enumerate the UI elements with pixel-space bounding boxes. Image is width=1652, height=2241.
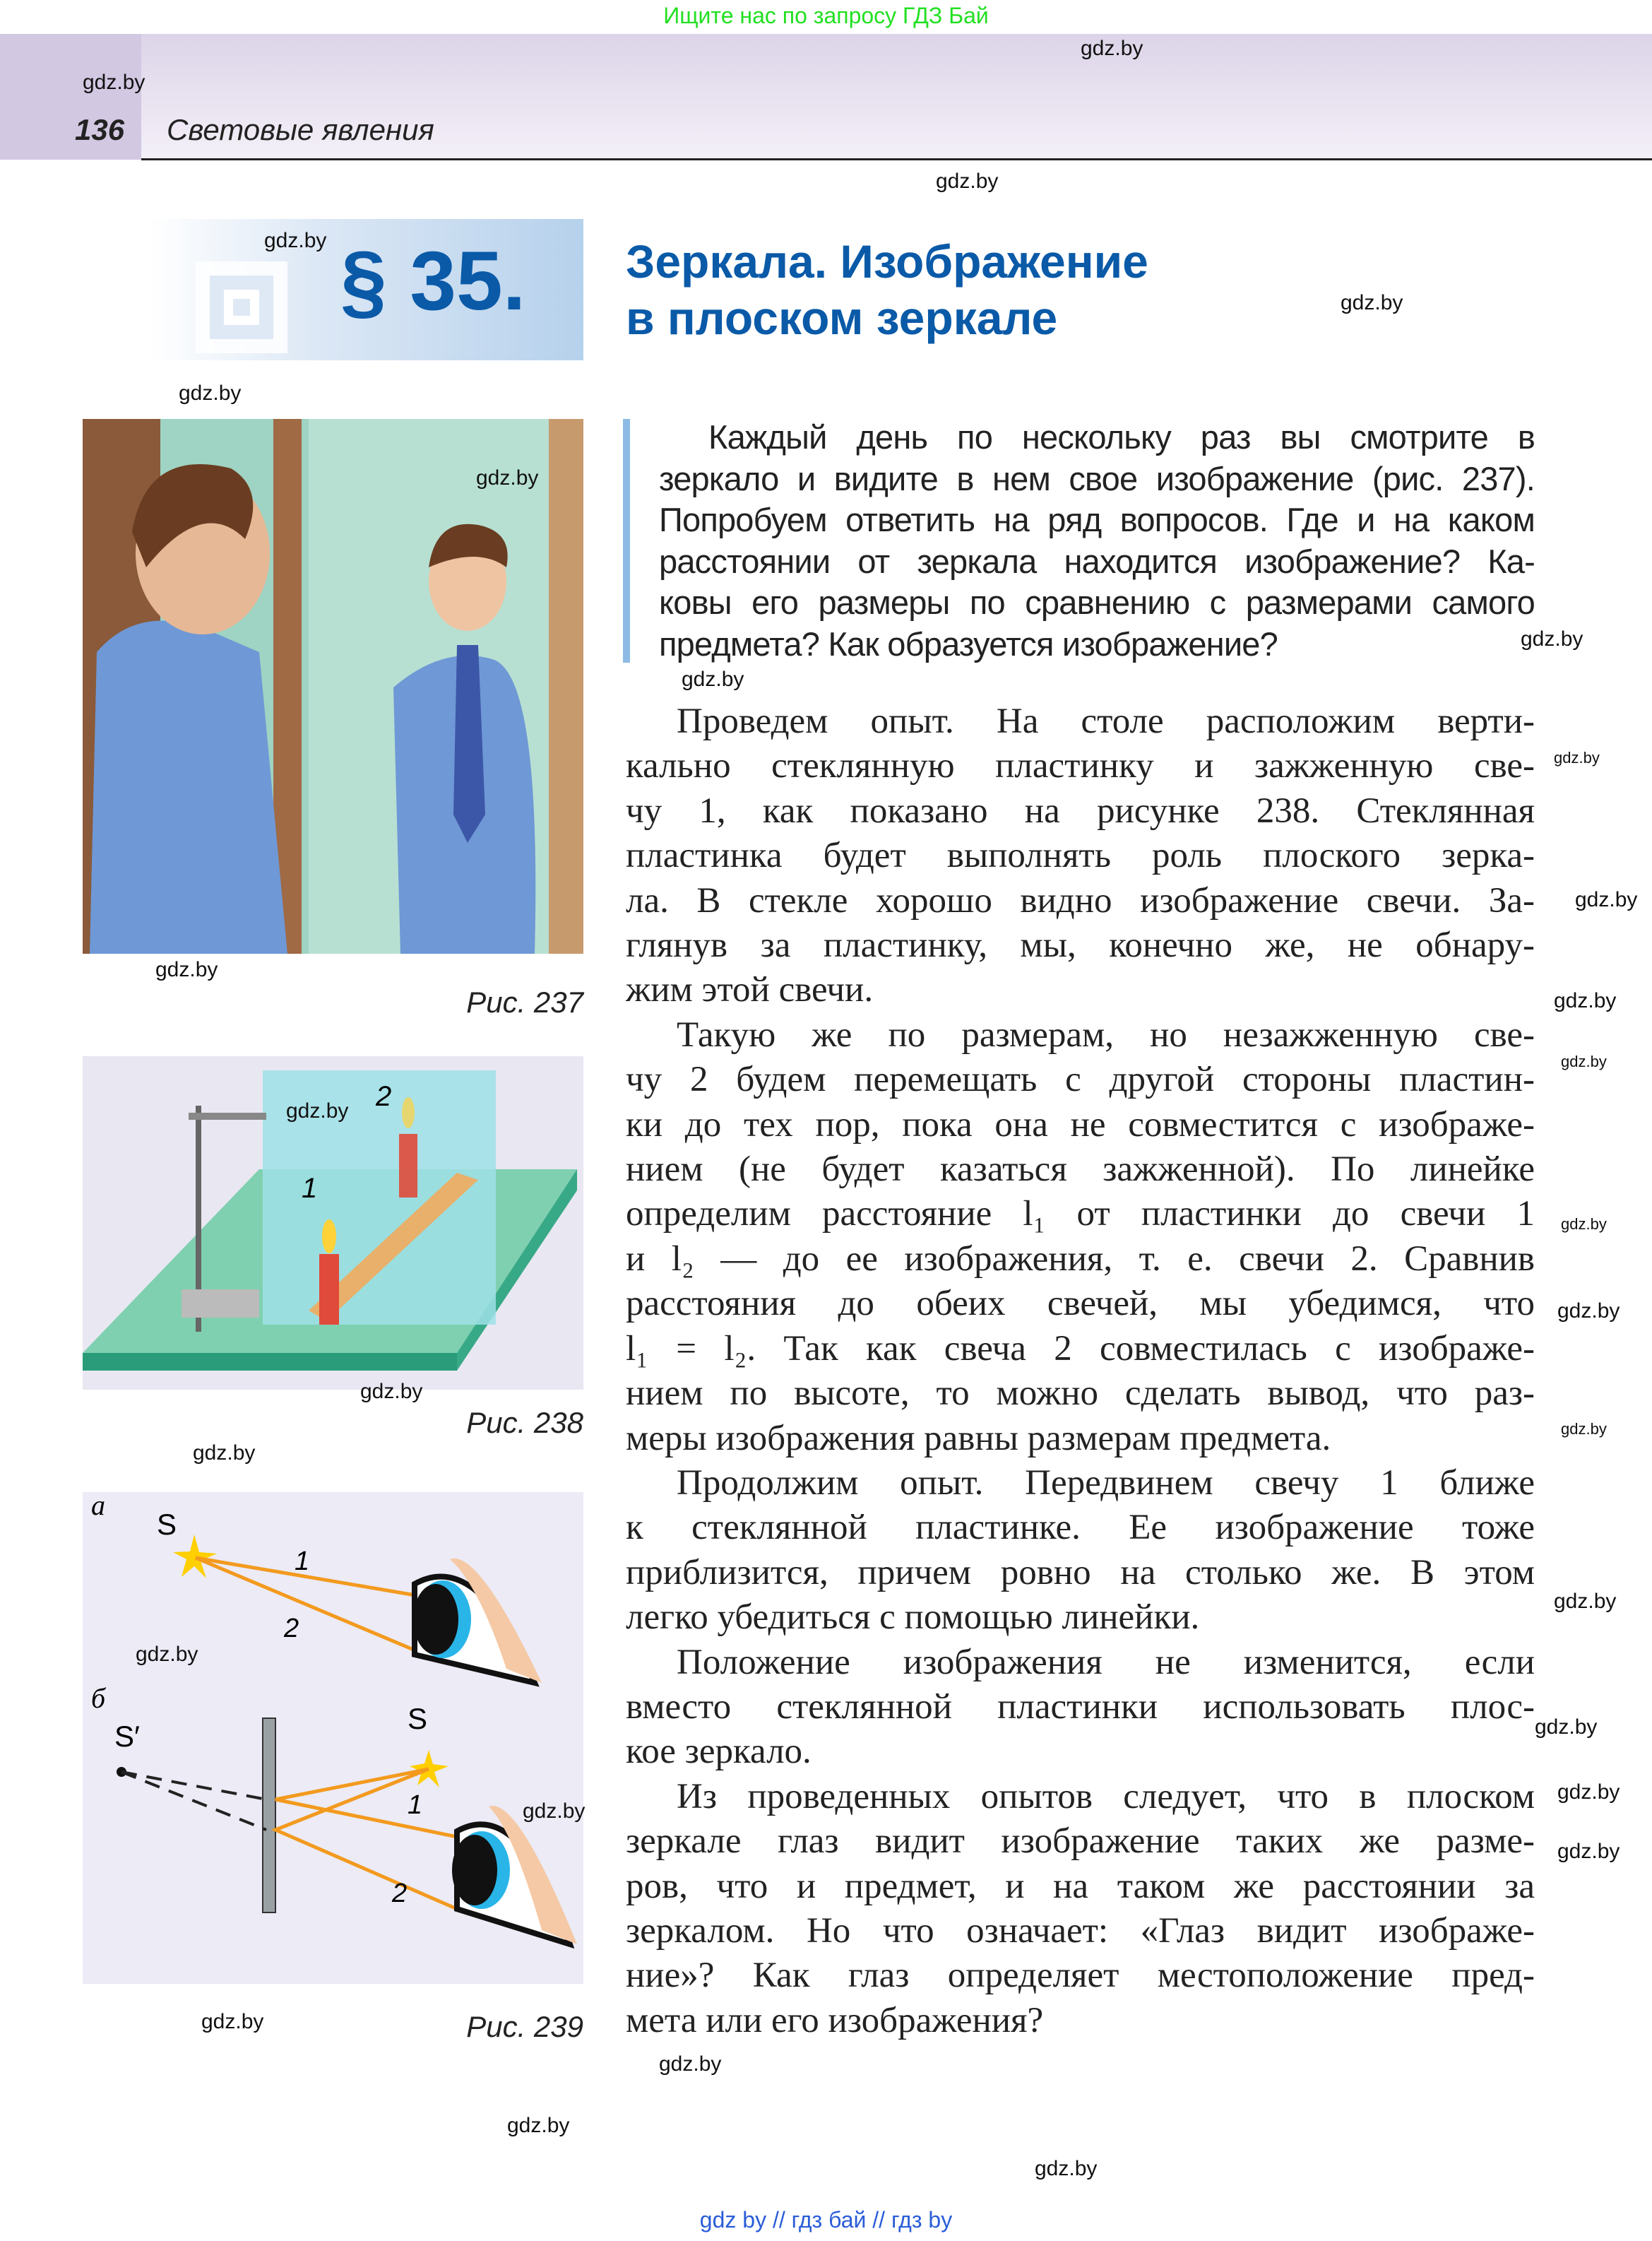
text-line: мета или его изображения? — [626, 2000, 1044, 2040]
text-line: Такую же по размерам, но незажженную све- — [677, 1015, 1535, 1055]
watermark: gdz.by — [1554, 1590, 1617, 1613]
watermark: gdz.by — [136, 1643, 198, 1666]
text-line: нием по высоте, то можно сделать вывод, что раз- — [626, 1373, 1535, 1414]
watermark: gdz.by — [1557, 1840, 1620, 1863]
figure-239-caption: Рис. 239 — [466, 2010, 583, 2043]
text-line: зеркале глаз видит изображение таких же разме- — [626, 1821, 1535, 1862]
text-line: l₁ = l₂. Так как свеча 2 совместилась с изображе- — [626, 1328, 1535, 1368]
text-line: чу 2 будем перемещать с другой стороны пластин- — [626, 1060, 1535, 1100]
text-line: пластинка будет выполнять роль плоского зерка- — [626, 836, 1535, 876]
text-line: кально стеклянную пластинку и зажженную све- — [626, 746, 1535, 786]
bottom-links[interactable]: gdz by // гдз бай // гдз by — [699, 2207, 953, 2233]
candle-2-label: 2 — [376, 1081, 392, 1112]
body-text — [626, 699, 1535, 2043]
text-line: Проведем опыт. На столе расположим верти- — [677, 702, 1535, 741]
ray-2-label-b: 2 — [392, 1879, 408, 1908]
text-line: расстояния до обеих свечей, мы убедимся, что — [626, 1284, 1535, 1324]
text-line: Попробуем ответить на ряд вопросов. Где и на каком — [659, 501, 1535, 538]
text-line: легко убедиться с помощью линейки. — [626, 1597, 1200, 1638]
watermark: gdz.by — [1557, 1299, 1620, 1323]
watermark: gdz.by — [1341, 291, 1403, 314]
text-line: зеркало и видите в нем свое изображение (рис. 237). — [659, 459, 1535, 497]
watermark: gdz.by — [1561, 1053, 1607, 1070]
watermark: gdz.by — [523, 1799, 586, 1823]
text-line: чу 1, как показано на рисунке 238. Стеклянная — [626, 791, 1535, 831]
figure-238-caption: Рис. 238 — [466, 1406, 583, 1439]
header-divider — [141, 158, 1652, 160]
paragraph — [626, 1461, 1535, 1640]
paragraph — [626, 1013, 1535, 1461]
text-line: определим расстояние l₁ от пластинки до свечи 1 — [626, 1194, 1535, 1234]
text-line: Продолжим опыт. Передвинем свечу 1 ближе — [677, 1462, 1535, 1503]
watermark: gdz.by — [1575, 888, 1638, 911]
paragraph — [626, 699, 1535, 1013]
text-line: расстоянии от зеркала находится изображение? Ка- — [659, 542, 1535, 580]
section-title — [626, 233, 1148, 346]
section-title-line2: в плоском зеркале — [626, 292, 1058, 344]
text-line: зеркалом. Но что означает: «Глаз видит изображе- — [626, 1910, 1535, 1951]
paragraph — [626, 1775, 1535, 2043]
text-line: ров, что и предмет, и на таком же расстоянии за — [626, 1866, 1535, 1906]
text-line: к стеклянной пластинке. Ее изображение тоже — [626, 1508, 1535, 1548]
watermark: gdz.by — [1554, 749, 1600, 767]
watermark: gdz.by — [179, 382, 242, 405]
watermark: gdz.by — [1535, 1715, 1598, 1739]
text-line: нием (не будет казаться зажженной). По линейке — [626, 1149, 1535, 1190]
text-line: ковы его размеры по сравнению с размерами самого — [659, 584, 1535, 621]
watermark: gdz.by — [507, 2114, 570, 2137]
text-line: Положение изображения не изменится, если — [677, 1642, 1535, 1682]
text-line: Каждый день по нескольку раз вы смотрите в — [708, 418, 1535, 456]
watermark: gdz.by — [936, 170, 999, 193]
figure-237-caption: Рис. 237 — [466, 986, 583, 1019]
page-number: 136 — [75, 113, 125, 146]
text-line: предмета? Как образуется изображение? — [659, 625, 1278, 663]
watermark: gdz.by — [659, 2052, 722, 2076]
ray-1-label-a: 1 — [295, 1547, 310, 1576]
watermark: gdz.by — [1554, 989, 1617, 1012]
ray-diagram-figure — [83, 1492, 586, 1984]
text-line: ние»? Как глаз определяет местоположение пред- — [626, 1956, 1535, 1996]
section-number: § 35. — [340, 235, 526, 328]
text-line: глянув за пластинку, мы, конечно же, не обнару- — [626, 926, 1535, 966]
part-b-label: б — [91, 1682, 106, 1714]
watermark: gdz.by — [83, 71, 145, 94]
watermark: gdz.by — [1035, 2157, 1098, 2180]
text-line: кое зеркало. — [626, 1732, 812, 1772]
image-s-prime-label: S′ — [114, 1720, 140, 1753]
watermark: gdz.by — [1561, 1420, 1607, 1438]
text-line: Из проведенных опытов следует, что в плоском — [677, 1776, 1535, 1816]
ray-1-label-b: 1 — [408, 1790, 423, 1820]
chapter-title: Световые явления — [167, 113, 434, 146]
ray-2-label-a: 2 — [284, 1614, 299, 1643]
text-line: жим этой свечи. — [626, 970, 874, 1010]
mirror-photo — [83, 419, 583, 954]
text-line: ла. В стекле хорошо видно изображение свечи. За- — [626, 880, 1535, 921]
watermark: gdz.by — [264, 229, 327, 252]
text-line: меры изображения равны размерам предмета. — [626, 1418, 1331, 1458]
source-s-label-b: S — [408, 1702, 428, 1735]
text-line: ки до тех пор, пока она не совместится с изображе- — [626, 1104, 1535, 1145]
text-line: приблизится, причем ровно на столько же. В этом — [626, 1552, 1535, 1592]
text-line: и l₂ — до ее изображения, т. е. свечи 2. Сравнив — [626, 1238, 1535, 1279]
intro-text — [659, 417, 1535, 665]
watermark: gdz.by — [155, 958, 218, 981]
section-number-box — [150, 219, 583, 360]
watermark: gdz.by — [1557, 1780, 1620, 1804]
watermark: gdz.by — [286, 1099, 349, 1123]
watermark: gdz.by — [476, 466, 539, 490]
watermark: gdz.by — [1561, 1215, 1607, 1233]
text-line: вместо стеклянной пластинки использовать плос- — [626, 1686, 1535, 1727]
watermark: gdz.by — [201, 2010, 264, 2033]
section-title-line1: Зеркала. Изображение — [626, 235, 1148, 288]
watermark: gdz.by — [1081, 37, 1143, 60]
part-a-label: а — [91, 1492, 105, 1521]
watermark: gdz.by — [360, 1380, 423, 1403]
section-square-icon — [192, 258, 291, 357]
paragraph — [626, 1640, 1535, 1775]
candle-1-label: 1 — [302, 1173, 318, 1204]
mirror — [263, 1718, 275, 1912]
watermark: gdz.by — [193, 1441, 256, 1465]
watermark: gdz.by — [1521, 627, 1583, 651]
watermark: gdz.by — [682, 668, 744, 691]
source-s-label: S — [157, 1508, 177, 1541]
intro-accent-bar — [623, 419, 630, 663]
search-hint-banner: Ищите нас по запросу ГДЗ Бай — [663, 3, 989, 28]
